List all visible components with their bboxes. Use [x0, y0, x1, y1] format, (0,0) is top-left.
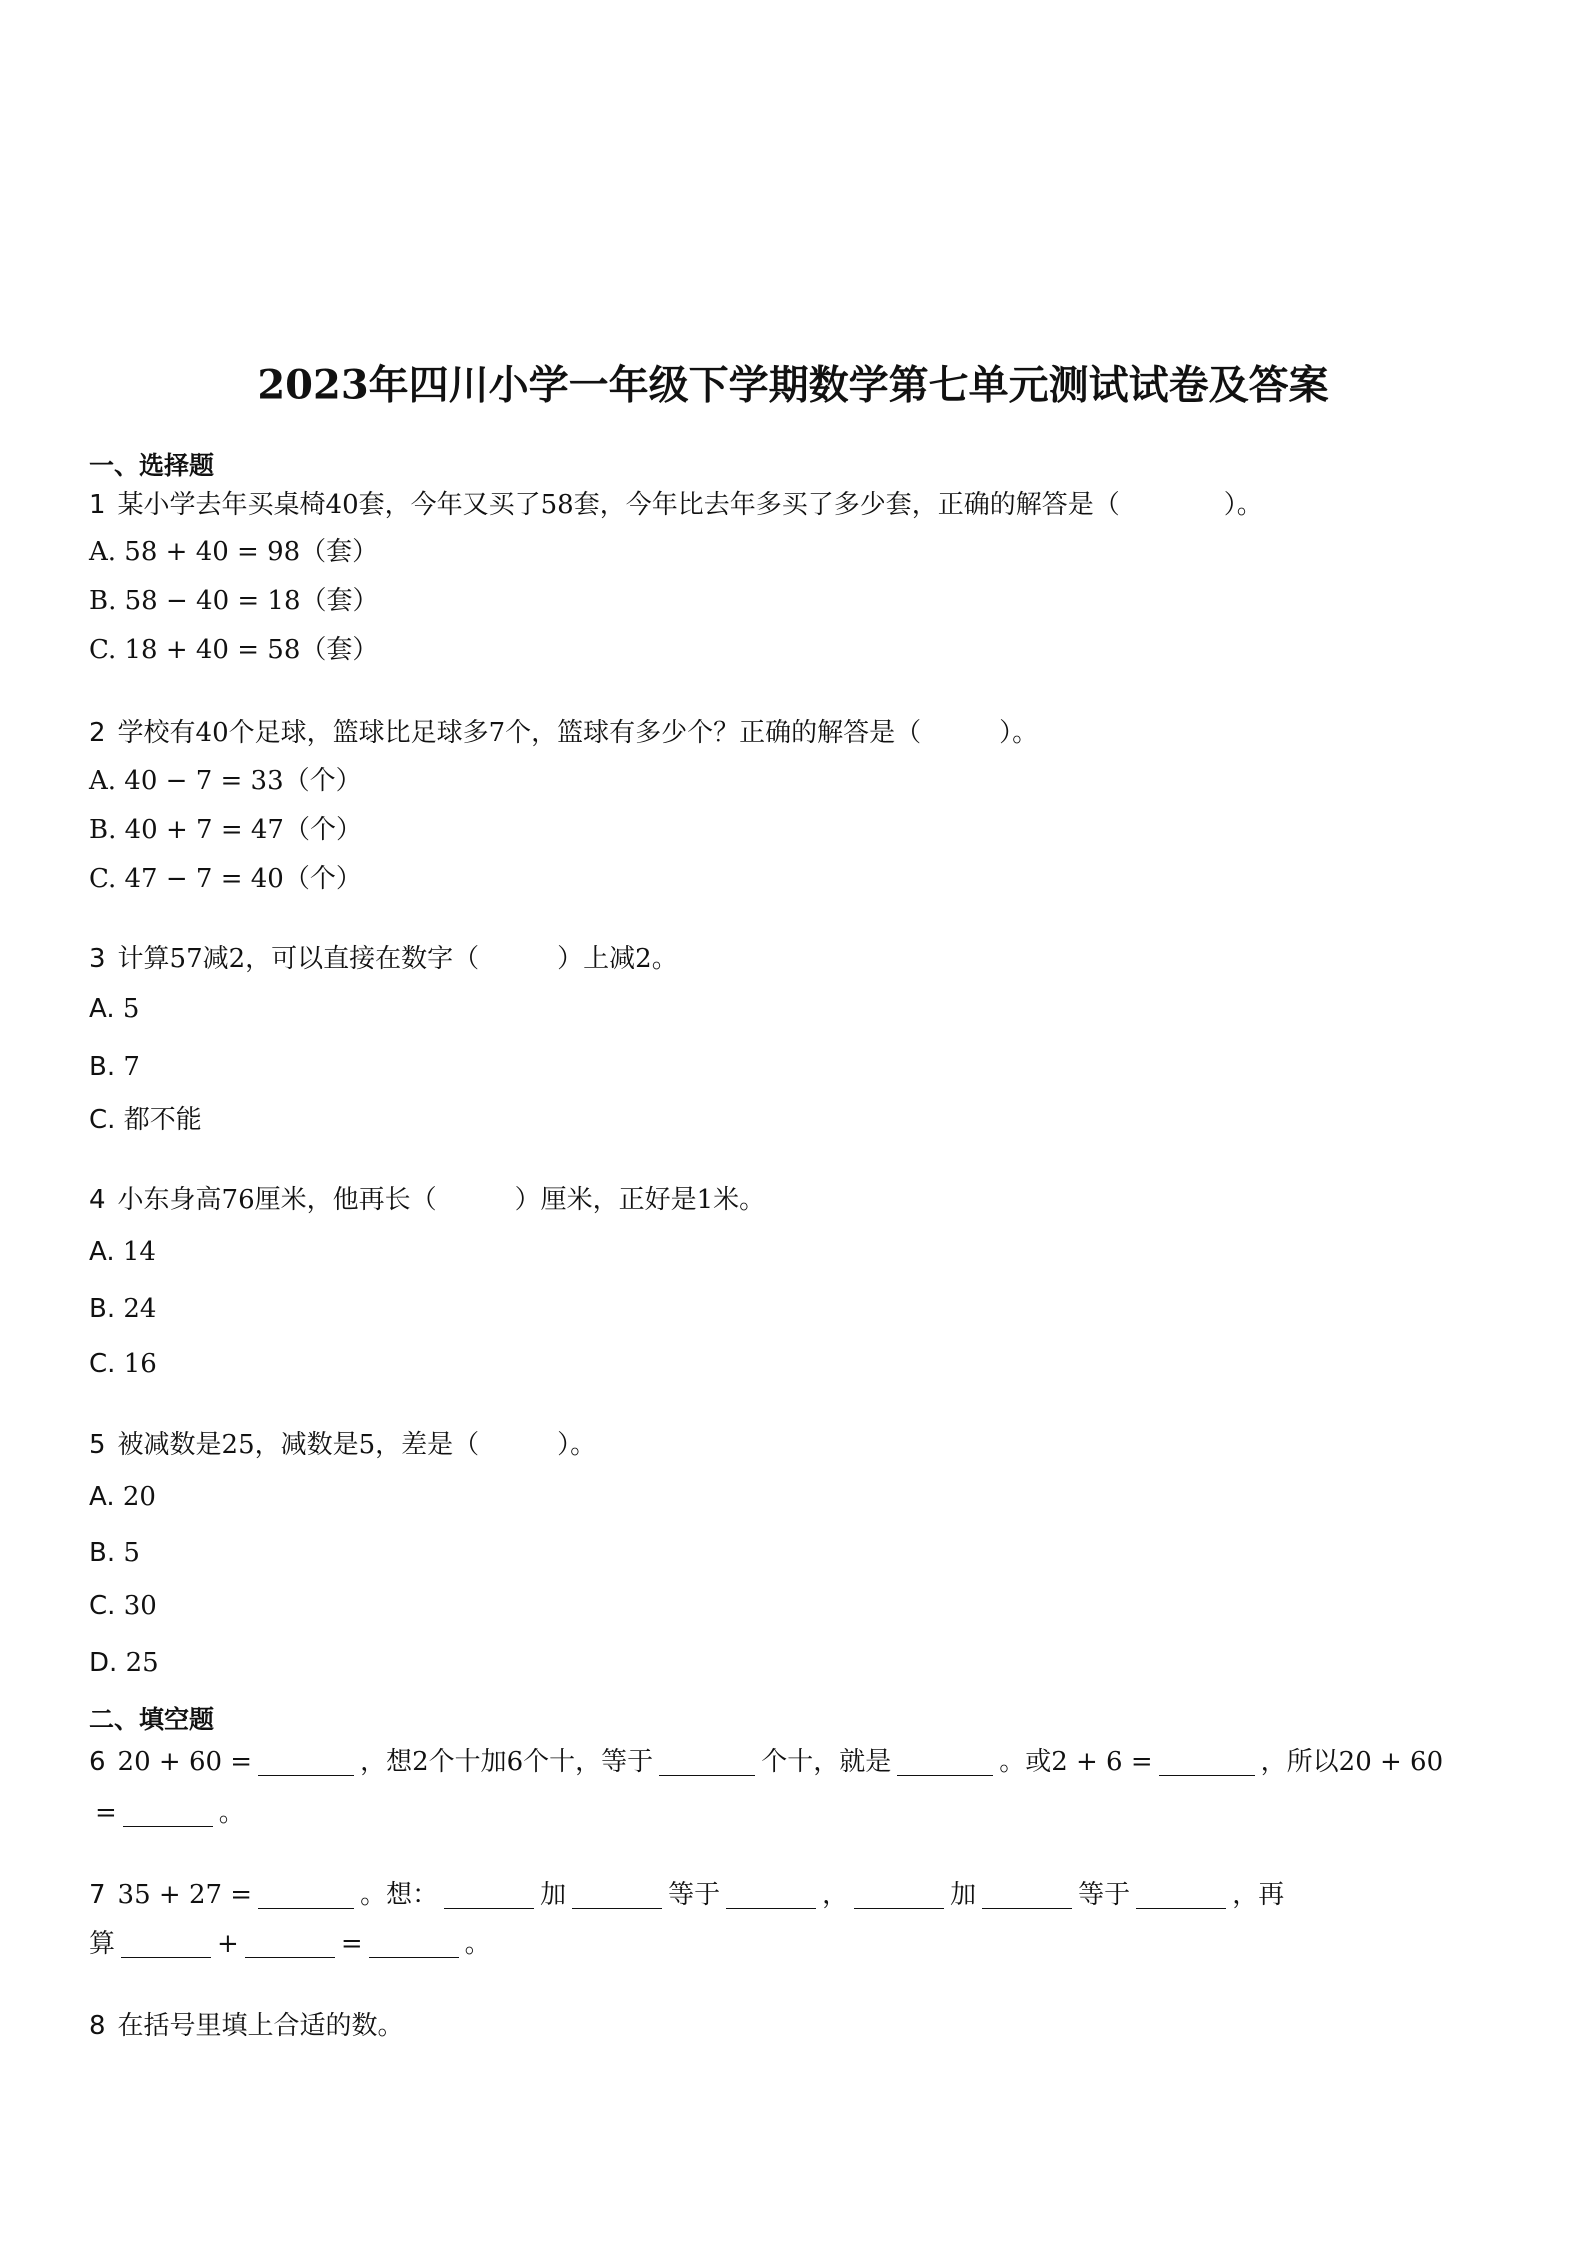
option: C. 47 − 7 = 40（个）	[89, 864, 362, 894]
blank[interactable]	[982, 1882, 1072, 1909]
question-text: 小东身高76厘米，他再长（ ）厘米，正好是1米。	[117, 1185, 766, 1215]
option-key: B.	[89, 1052, 116, 1082]
option-key: A.	[89, 994, 115, 1024]
option-value: 5	[122, 994, 140, 1024]
text: +	[217, 1929, 239, 1959]
question-text: 某小学去年买桌椅40套，今年又买了58套，今年比去年多买了多少套，正确的解答是（ ）。	[117, 490, 1263, 520]
blank[interactable]	[258, 1749, 354, 1776]
option	[89, 1480, 156, 1514]
option-key: D.	[89, 1648, 118, 1678]
text: 。想：	[360, 1880, 439, 1910]
text: =	[340, 1929, 363, 1959]
option-key: A.	[89, 1482, 115, 1512]
option: A. 40 − 7 = 33（个）	[89, 766, 362, 796]
blank[interactable]	[726, 1882, 816, 1909]
option	[89, 1589, 157, 1623]
question-4	[89, 1183, 765, 1217]
question-text: 学校有40个足球，篮球比足球多7个，篮球有多少个？正确的解答是（ ）。	[117, 718, 1039, 748]
question-7	[89, 1878, 1284, 1912]
blank[interactable]	[369, 1931, 459, 1958]
blank[interactable]	[123, 1800, 213, 1827]
question-number: 8	[89, 2011, 106, 2041]
option: B. 40 + 7 = 47（个）	[89, 815, 362, 845]
blank[interactable]	[897, 1749, 993, 1776]
section-heading-fill: 二、填空题	[89, 1705, 215, 1734]
text: 20 + 60 =	[117, 1747, 253, 1777]
option	[89, 1347, 157, 1381]
blank[interactable]	[121, 1931, 211, 1958]
question-3	[89, 942, 678, 976]
blank[interactable]	[245, 1931, 335, 1958]
option-value: 7	[123, 1052, 140, 1082]
option	[89, 1235, 156, 1269]
text: 等于	[1078, 1880, 1131, 1910]
text: 。或2 + 6 =	[999, 1747, 1153, 1777]
option-value: 30	[123, 1591, 157, 1621]
question-number: 6	[89, 1747, 106, 1777]
option-key: C.	[89, 1349, 116, 1379]
page-title: 2023年四川小学一年级下学期数学第七单元测试试卷及答案	[257, 361, 1329, 409]
question-number: 4	[89, 1185, 106, 1215]
blank[interactable]	[1136, 1882, 1226, 1909]
text: ，再	[1232, 1880, 1285, 1910]
option-value: 25	[125, 1648, 159, 1678]
option-key: C.	[89, 1591, 116, 1621]
option-value: 20	[122, 1482, 156, 1512]
option-value: 5	[123, 1538, 140, 1568]
text: ，所以20 + 60	[1260, 1747, 1444, 1777]
question-2	[89, 716, 1038, 750]
question-number: 7	[89, 1880, 106, 1910]
option: B. 58 − 40 = 18（套）	[89, 586, 379, 616]
text: 算	[89, 1929, 116, 1959]
option	[89, 1536, 140, 1570]
text: 。	[218, 1798, 245, 1828]
text: ，	[822, 1880, 849, 1910]
option-key: B.	[89, 1538, 116, 1568]
question-7-cont	[89, 1927, 491, 1961]
text: 加	[950, 1880, 977, 1910]
option-key: B.	[89, 1294, 116, 1324]
question-number: 5	[89, 1430, 106, 1460]
blank[interactable]	[572, 1882, 662, 1909]
question-5	[89, 1428, 596, 1462]
question-8	[89, 2009, 404, 2043]
section-heading-choice: 一、选择题	[89, 451, 215, 480]
blank[interactable]	[258, 1882, 354, 1909]
question-6	[89, 1745, 1443, 1779]
option-key: A.	[89, 1237, 115, 1267]
question-text: 被减数是25，减数是5，差是（ ）。	[117, 1430, 597, 1460]
text: 。	[464, 1929, 491, 1959]
option	[89, 1292, 156, 1326]
text: =	[95, 1798, 117, 1828]
blank[interactable]	[1159, 1749, 1255, 1776]
blank[interactable]	[659, 1749, 755, 1776]
option-value: 都不能	[123, 1105, 202, 1135]
option-key: C.	[89, 1105, 116, 1135]
text: ，想2个十加6个十，等于	[360, 1747, 654, 1777]
text: 加	[540, 1880, 567, 1910]
option-value: 24	[123, 1294, 157, 1324]
option: C. 18 + 40 = 58（套）	[89, 635, 379, 665]
option	[89, 1646, 159, 1680]
question-text: 计算57减2，可以直接在数字（ ）上减2。	[117, 944, 678, 974]
question-number: 1	[89, 490, 106, 520]
option: A. 58 + 40 = 98（套）	[89, 537, 379, 567]
question-number: 2	[89, 718, 106, 748]
option-value: 14	[122, 1237, 156, 1267]
option	[89, 1050, 140, 1084]
text: 个十，就是	[761, 1747, 892, 1777]
option	[89, 992, 139, 1026]
option-value: 16	[123, 1349, 157, 1379]
question-text: 在括号里填上合适的数。	[117, 2011, 404, 2041]
blank[interactable]	[854, 1882, 944, 1909]
text: 35 + 27 =	[117, 1880, 253, 1910]
question-6-cont	[95, 1796, 245, 1830]
option	[89, 1103, 202, 1137]
text: 等于	[668, 1880, 721, 1910]
question-1	[89, 488, 1263, 522]
blank[interactable]	[444, 1882, 534, 1909]
question-number: 3	[89, 944, 106, 974]
